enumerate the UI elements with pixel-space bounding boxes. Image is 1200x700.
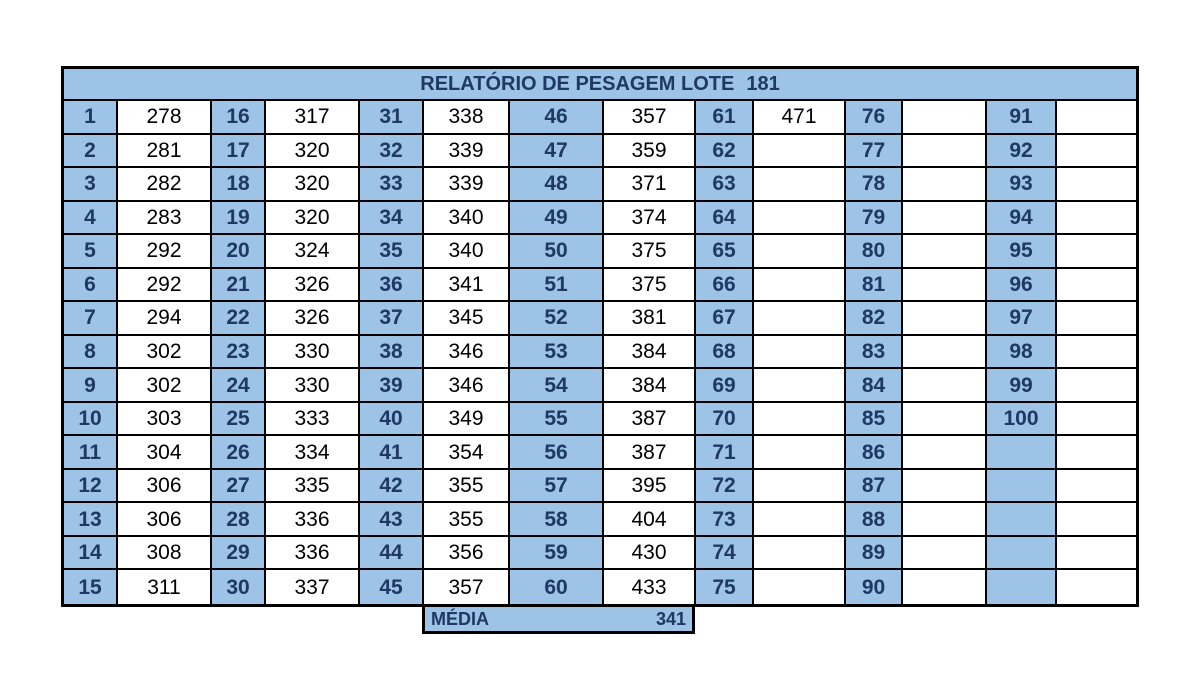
animal-number-cell: 66 [696, 269, 754, 303]
animal-number-cell: 13 [64, 503, 118, 537]
weight-cell: 346 [424, 369, 510, 403]
weight-cell: 330 [266, 336, 360, 370]
weight-cell: 326 [266, 302, 360, 336]
animal-number-cell: 84 [846, 369, 903, 403]
animal-number-cell: 25 [212, 403, 266, 437]
weight-cell: 381 [604, 302, 696, 336]
weight-cell: 283 [118, 202, 212, 236]
animal-number-cell: 12 [64, 470, 118, 504]
weight-cell: 317 [266, 101, 360, 135]
animal-number-cell: 98 [987, 336, 1057, 370]
animal-number-cell: 63 [696, 168, 754, 202]
animal-number-cell: 16 [212, 101, 266, 135]
weight-cell: 337 [266, 570, 360, 604]
animal-number-cell: 50 [510, 235, 604, 269]
animal-number-cell: 39 [360, 369, 424, 403]
weight-cell [903, 302, 987, 336]
weight-cell [1057, 235, 1136, 269]
animal-number-cell: 75 [696, 570, 754, 604]
weight-cell: 354 [424, 436, 510, 470]
animal-number-cell: 51 [510, 269, 604, 303]
animal-number-cell: 64 [696, 202, 754, 236]
animal-number-cell: 6 [64, 269, 118, 303]
weight-cell: 339 [424, 168, 510, 202]
animal-number-cell: 97 [987, 302, 1057, 336]
animal-number-cell: 67 [696, 302, 754, 336]
weight-cell [903, 436, 987, 470]
animal-number-cell: 3 [64, 168, 118, 202]
weight-cell: 340 [424, 235, 510, 269]
animal-number-cell: 40 [360, 403, 424, 437]
weight-cell: 336 [266, 503, 360, 537]
animal-number-cell: 14 [64, 537, 118, 571]
animal-number-cell: 73 [696, 503, 754, 537]
weight-cell [903, 101, 987, 135]
animal-number-cell: 28 [212, 503, 266, 537]
animal-number-cell: 45 [360, 570, 424, 604]
weight-cell: 330 [266, 369, 360, 403]
weight-cell [1057, 369, 1136, 403]
animal-number-cell: 33 [360, 168, 424, 202]
animal-number-cell: 43 [360, 503, 424, 537]
weight-cell [754, 570, 846, 604]
weight-cell: 306 [118, 470, 212, 504]
weight-cell [1057, 269, 1136, 303]
weight-cell: 356 [424, 537, 510, 571]
weight-cell: 339 [424, 135, 510, 169]
animal-number-cell: 23 [212, 336, 266, 370]
weight-cell: 306 [118, 503, 212, 537]
animal-number-cell: 76 [846, 101, 903, 135]
animal-number-cell: 32 [360, 135, 424, 169]
animal-number-cell: 21 [212, 269, 266, 303]
weight-cell [903, 369, 987, 403]
animal-number-cell: 55 [510, 403, 604, 437]
animal-number-cell: 90 [846, 570, 903, 604]
weight-cell [903, 570, 987, 604]
weight-cell: 335 [266, 470, 360, 504]
weight-cell: 302 [118, 336, 212, 370]
animal-number-cell: 44 [360, 537, 424, 571]
weight-cell [754, 235, 846, 269]
animal-number-cell: 9 [64, 369, 118, 403]
weight-cell [903, 503, 987, 537]
weight-cell [1057, 403, 1136, 437]
animal-number-cell: 77 [846, 135, 903, 169]
weight-cell: 375 [604, 235, 696, 269]
animal-number-cell: 74 [696, 537, 754, 571]
animal-number-cell: 72 [696, 470, 754, 504]
weight-cell [1057, 436, 1136, 470]
animal-number-cell: 26 [212, 436, 266, 470]
animal-number-cell: 29 [212, 537, 266, 571]
weight-cell: 324 [266, 235, 360, 269]
weight-cell [754, 135, 846, 169]
weight-cell: 357 [604, 101, 696, 135]
animal-number-cell [987, 537, 1057, 571]
weight-cell: 430 [604, 537, 696, 571]
weighing-report-table [61, 66, 1139, 607]
weight-cell: 281 [118, 135, 212, 169]
weight-cell: 304 [118, 436, 212, 470]
weight-cell: 336 [266, 537, 360, 571]
animal-number-cell: 11 [64, 436, 118, 470]
animal-number-cell: 8 [64, 336, 118, 370]
animal-number-cell: 31 [360, 101, 424, 135]
weight-grid [64, 101, 1136, 604]
weight-cell: 387 [604, 403, 696, 437]
weight-cell [754, 403, 846, 437]
weight-cell: 302 [118, 369, 212, 403]
weight-cell: 334 [266, 436, 360, 470]
animal-number-cell: 94 [987, 202, 1057, 236]
weight-cell: 359 [604, 135, 696, 169]
animal-number-cell: 54 [510, 369, 604, 403]
animal-number-cell: 52 [510, 302, 604, 336]
weight-cell: 433 [604, 570, 696, 604]
average-value: 341 [655, 608, 686, 629]
animal-number-cell: 18 [212, 168, 266, 202]
weight-cell [754, 202, 846, 236]
animal-number-cell: 71 [696, 436, 754, 470]
animal-number-cell: 58 [510, 503, 604, 537]
weight-cell: 404 [604, 503, 696, 537]
animal-number-cell: 15 [64, 570, 118, 604]
animal-number-cell: 2 [64, 135, 118, 169]
animal-number-cell: 81 [846, 269, 903, 303]
weight-cell [1057, 570, 1136, 604]
animal-number-cell: 17 [212, 135, 266, 169]
animal-number-cell: 48 [510, 168, 604, 202]
weight-cell: 349 [424, 403, 510, 437]
animal-number-cell: 69 [696, 369, 754, 403]
report-title-bar [64, 69, 1136, 101]
animal-number-cell [987, 470, 1057, 504]
weight-cell [754, 302, 846, 336]
weight-cell: 346 [424, 336, 510, 370]
weight-cell [903, 537, 987, 571]
weight-cell: 374 [604, 202, 696, 236]
weight-cell [1057, 537, 1136, 571]
animal-number-cell: 87 [846, 470, 903, 504]
animal-number-cell: 92 [987, 135, 1057, 169]
animal-number-cell: 57 [510, 470, 604, 504]
weight-cell [903, 202, 987, 236]
animal-number-cell: 91 [987, 101, 1057, 135]
weight-cell [754, 168, 846, 202]
weight-cell: 371 [604, 168, 696, 202]
weight-cell: 384 [604, 336, 696, 370]
animal-number-cell: 1 [64, 101, 118, 135]
weight-cell: 471 [754, 101, 846, 135]
animal-number-cell: 10 [64, 403, 118, 437]
animal-number-cell: 59 [510, 537, 604, 571]
animal-number-cell: 93 [987, 168, 1057, 202]
animal-number-cell: 83 [846, 336, 903, 370]
animal-number-cell: 95 [987, 235, 1057, 269]
animal-number-cell: 36 [360, 269, 424, 303]
weight-cell: 308 [118, 537, 212, 571]
animal-number-cell: 65 [696, 235, 754, 269]
weight-cell [903, 235, 987, 269]
animal-number-cell: 35 [360, 235, 424, 269]
weight-cell [903, 269, 987, 303]
animal-number-cell: 24 [212, 369, 266, 403]
weight-cell [1057, 168, 1136, 202]
animal-number-cell: 27 [212, 470, 266, 504]
weight-cell: 294 [118, 302, 212, 336]
weight-cell [1057, 302, 1136, 336]
animal-number-cell: 61 [696, 101, 754, 135]
weight-cell: 395 [604, 470, 696, 504]
animal-number-cell: 80 [846, 235, 903, 269]
animal-number-cell: 5 [64, 235, 118, 269]
weight-cell: 320 [266, 135, 360, 169]
animal-number-cell: 82 [846, 302, 903, 336]
animal-number-cell: 70 [696, 403, 754, 437]
weight-cell: 303 [118, 403, 212, 437]
animal-number-cell: 100 [987, 403, 1057, 437]
weight-cell: 341 [424, 269, 510, 303]
weight-cell: 278 [118, 101, 212, 135]
weight-cell: 355 [424, 503, 510, 537]
weight-cell: 387 [604, 436, 696, 470]
weight-cell [903, 168, 987, 202]
weight-cell [754, 369, 846, 403]
weight-cell [903, 135, 987, 169]
animal-number-cell: 7 [64, 302, 118, 336]
animal-number-cell: 79 [846, 202, 903, 236]
animal-number-cell: 49 [510, 202, 604, 236]
weight-cell: 375 [604, 269, 696, 303]
weight-cell: 282 [118, 168, 212, 202]
weight-cell: 333 [266, 403, 360, 437]
animal-number-cell [987, 503, 1057, 537]
animal-number-cell: 4 [64, 202, 118, 236]
weight-cell [1057, 101, 1136, 135]
weight-cell [1057, 503, 1136, 537]
weight-cell [754, 470, 846, 504]
animal-number-cell: 60 [510, 570, 604, 604]
weight-cell: 320 [266, 168, 360, 202]
weight-cell [903, 336, 987, 370]
weight-cell: 357 [424, 570, 510, 604]
animal-number-cell: 78 [846, 168, 903, 202]
weight-cell: 311 [118, 570, 212, 604]
weight-cell [1057, 135, 1136, 169]
report-title: RELATÓRIO DE PESAGEM LOTE [420, 72, 735, 95]
animal-number-cell [987, 436, 1057, 470]
animal-number-cell: 86 [846, 436, 903, 470]
weight-cell: 345 [424, 302, 510, 336]
report-lot-number: 181 [746, 72, 780, 95]
weight-cell [903, 470, 987, 504]
animal-number-cell: 89 [846, 537, 903, 571]
animal-number-cell: 38 [360, 336, 424, 370]
weight-cell: 384 [604, 369, 696, 403]
animal-number-cell [987, 570, 1057, 604]
animal-number-cell: 53 [510, 336, 604, 370]
weight-cell [1057, 202, 1136, 236]
animal-number-cell: 34 [360, 202, 424, 236]
animal-number-cell: 68 [696, 336, 754, 370]
animal-number-cell: 88 [846, 503, 903, 537]
weight-cell [903, 403, 987, 437]
animal-number-cell: 96 [987, 269, 1057, 303]
weight-cell: 320 [266, 202, 360, 236]
weight-cell: 292 [118, 235, 212, 269]
weight-cell [754, 503, 846, 537]
weight-cell: 292 [118, 269, 212, 303]
animal-number-cell: 85 [846, 403, 903, 437]
animal-number-cell: 42 [360, 470, 424, 504]
animal-number-cell: 99 [987, 369, 1057, 403]
weight-cell [1057, 470, 1136, 504]
weight-cell: 338 [424, 101, 510, 135]
animal-number-cell: 20 [212, 235, 266, 269]
animal-number-cell: 37 [360, 302, 424, 336]
animal-number-cell: 19 [212, 202, 266, 236]
average-box [422, 604, 695, 634]
weight-cell: 355 [424, 470, 510, 504]
weight-cell [1057, 336, 1136, 370]
animal-number-cell: 47 [510, 135, 604, 169]
animal-number-cell: 22 [212, 302, 266, 336]
weight-cell: 340 [424, 202, 510, 236]
weight-cell: 326 [266, 269, 360, 303]
weight-cell [754, 537, 846, 571]
animal-number-cell: 62 [696, 135, 754, 169]
animal-number-cell: 56 [510, 436, 604, 470]
weight-cell [754, 436, 846, 470]
animal-number-cell: 41 [360, 436, 424, 470]
weight-cell [754, 336, 846, 370]
animal-number-cell: 30 [212, 570, 266, 604]
average-label: MÉDIA [431, 608, 489, 629]
weight-cell [754, 269, 846, 303]
animal-number-cell: 46 [510, 101, 604, 135]
